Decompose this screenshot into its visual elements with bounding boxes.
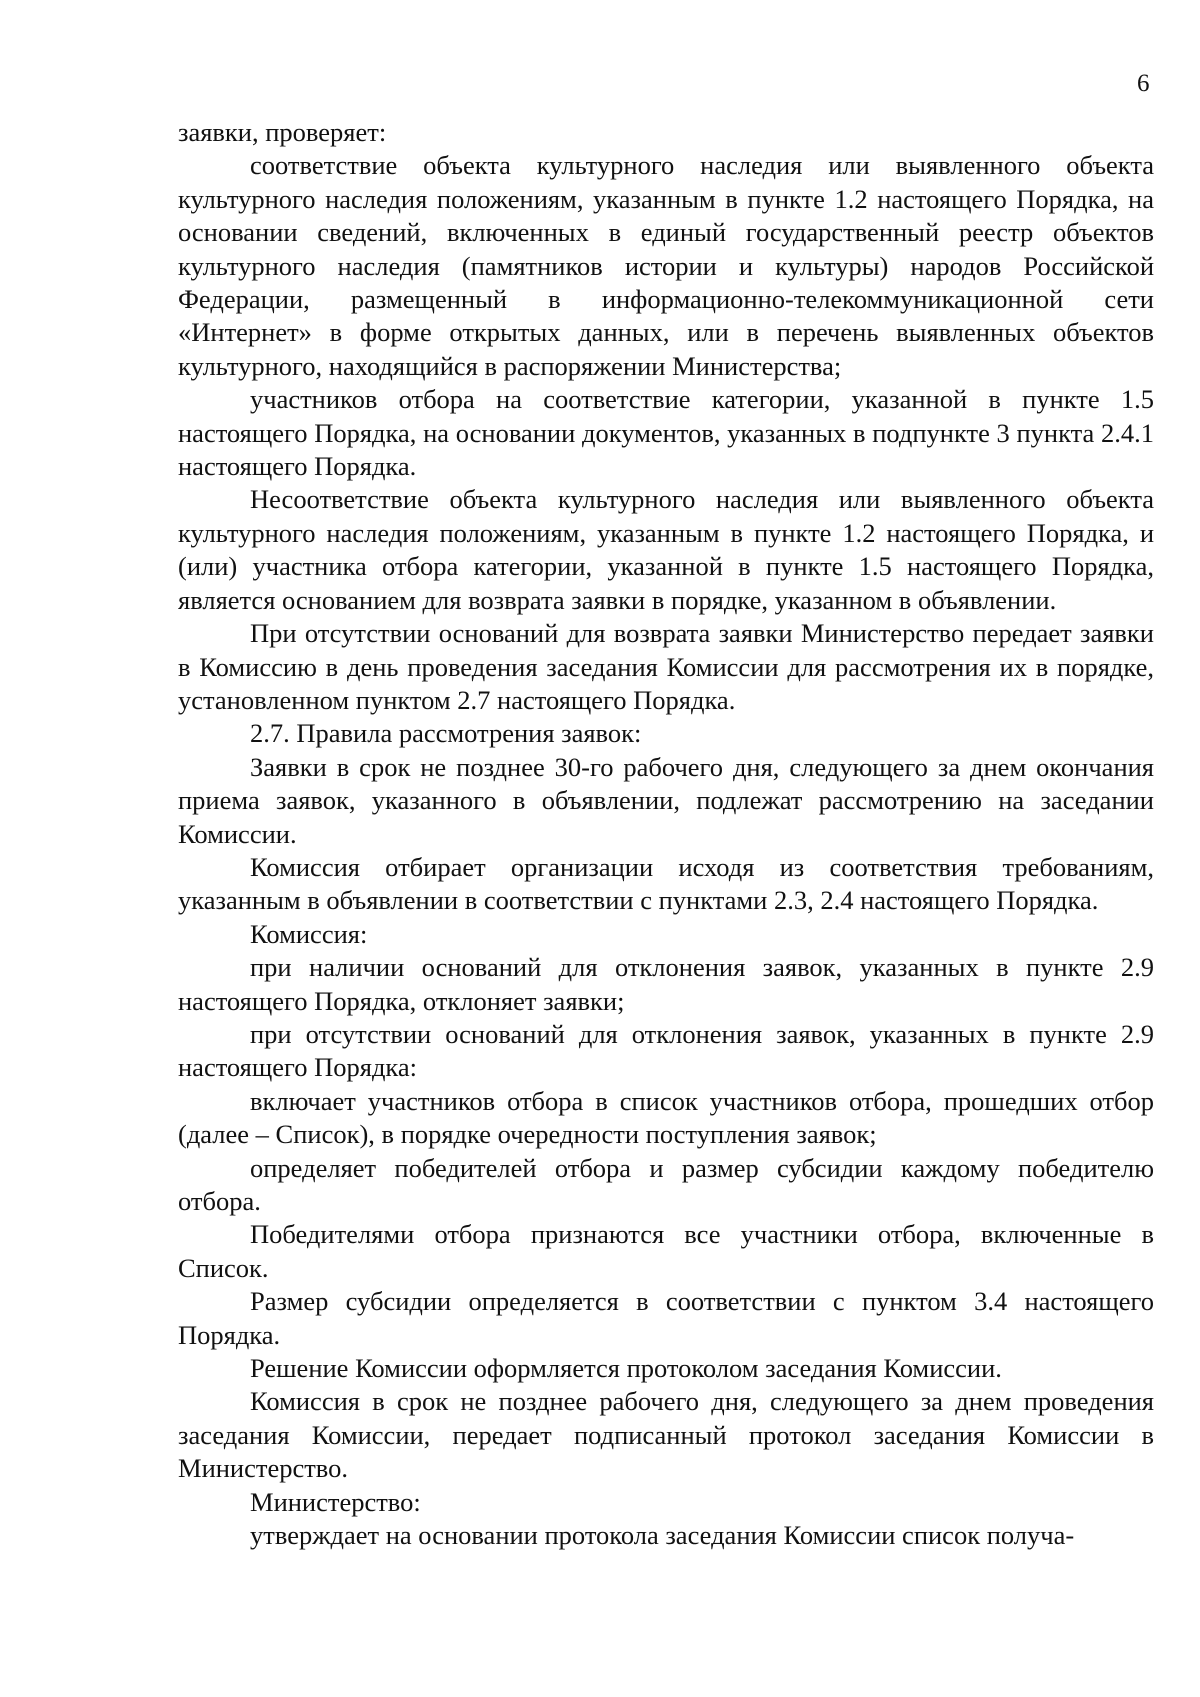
paragraph: утверждает на основании протокола заседания Комиссии список получа- [250,1520,1075,1551]
paragraph: Комиссия отбирает организации исходя из соответствия требованиям, указанным в объявлении в соответствии с пунктами 2.3, 2.4 настоящего Порядка. [178,851,1154,916]
paragraph: При отсутствии оснований для возврата заявки Министерство передает заявки в Комиссию в день проведения заседания Комиссии для рассмотрения их в порядке, установленном пунктом 2.7 настоящего Порядка. [178,618,1154,715]
paragraph: соответствие объекта культурного наследия или выявленного объекта культурного наследия положениям, указанным в пункте 1.2 настоящего Порядка, на основании сведений, включенных в единый государственный реестр объектов культурного наследия (памятников истории и культуры) народов Российской Федерации, размещенный в информационно-телекоммуникационной сети «Интернет» в форме открытых данных, или в перечень выявленных объектов культурного, находящийся в распоряжении Министерства; [178,150,1154,381]
paragraph: определяет победителей отбора и размер субсидии каждому победителю отбора. [178,1152,1154,1216]
paragraph: заявки, проверяет: [178,117,387,147]
paragraph: Победителями отбора признаются все участники отбора, включенные в Список. [178,1219,1154,1283]
document-body [178,116,1154,1552]
paragraph: участников отбора на соответствие категории, указанной в пункте 1.5 настоящего Порядка, на основании документов, указанных в подпункте 3 пункта 2.4.1 настоящего Порядка. [178,384,1154,482]
paragraph: Заявки в срок не позднее 30-го рабочего дня, следующего за днем окончания приема заявок, указанного в объявлении, подлежат рассмотрению на заседании Комиссии. [178,751,1154,849]
paragraph: Комиссия: [250,918,368,949]
section-heading: 2.7. Правила рассмотрения заявок: [250,718,642,749]
paragraph: Размер субсидии определяется в соответствии с пунктом 3.4 настоящего Порядка. [178,1286,1154,1350]
paragraph: Министерство: [250,1486,421,1517]
paragraph: Решение Комиссии оформляется протоколом заседания Комиссии. [250,1353,1002,1384]
paragraph: включает участников отбора в список участников отбора, прошедших отбор (далее – Список), в порядке очередности поступления заявок; [178,1085,1154,1150]
paragraph: Несоответствие объекта культурного наследия или выявленного объекта культурного наследия положениям, указанным в пункте 1.2 настоящего Порядка, и (или) участника отбора категории, указанной в пункте 1.5 настоящего Порядка, является основанием для возврата заявки в порядке, указанном в объявлении. [178,484,1154,615]
paragraph: при отсутствии оснований для отклонения заявок, указанных в пункте 2.9 настоящего Порядка: [178,1018,1154,1083]
paragraph: при наличии оснований для отклонения заявок, указанных в пункте 2.9 настоящего Порядка, отклоняет заявки; [178,952,1154,1016]
page-number: 6 [1137,70,1150,97]
paragraph: Комиссия в срок не позднее рабочего дня, следующего за днем проведения заседания Комиссии, передает подписанный протокол заседания Комиссии в Министерство. [178,1386,1154,1484]
